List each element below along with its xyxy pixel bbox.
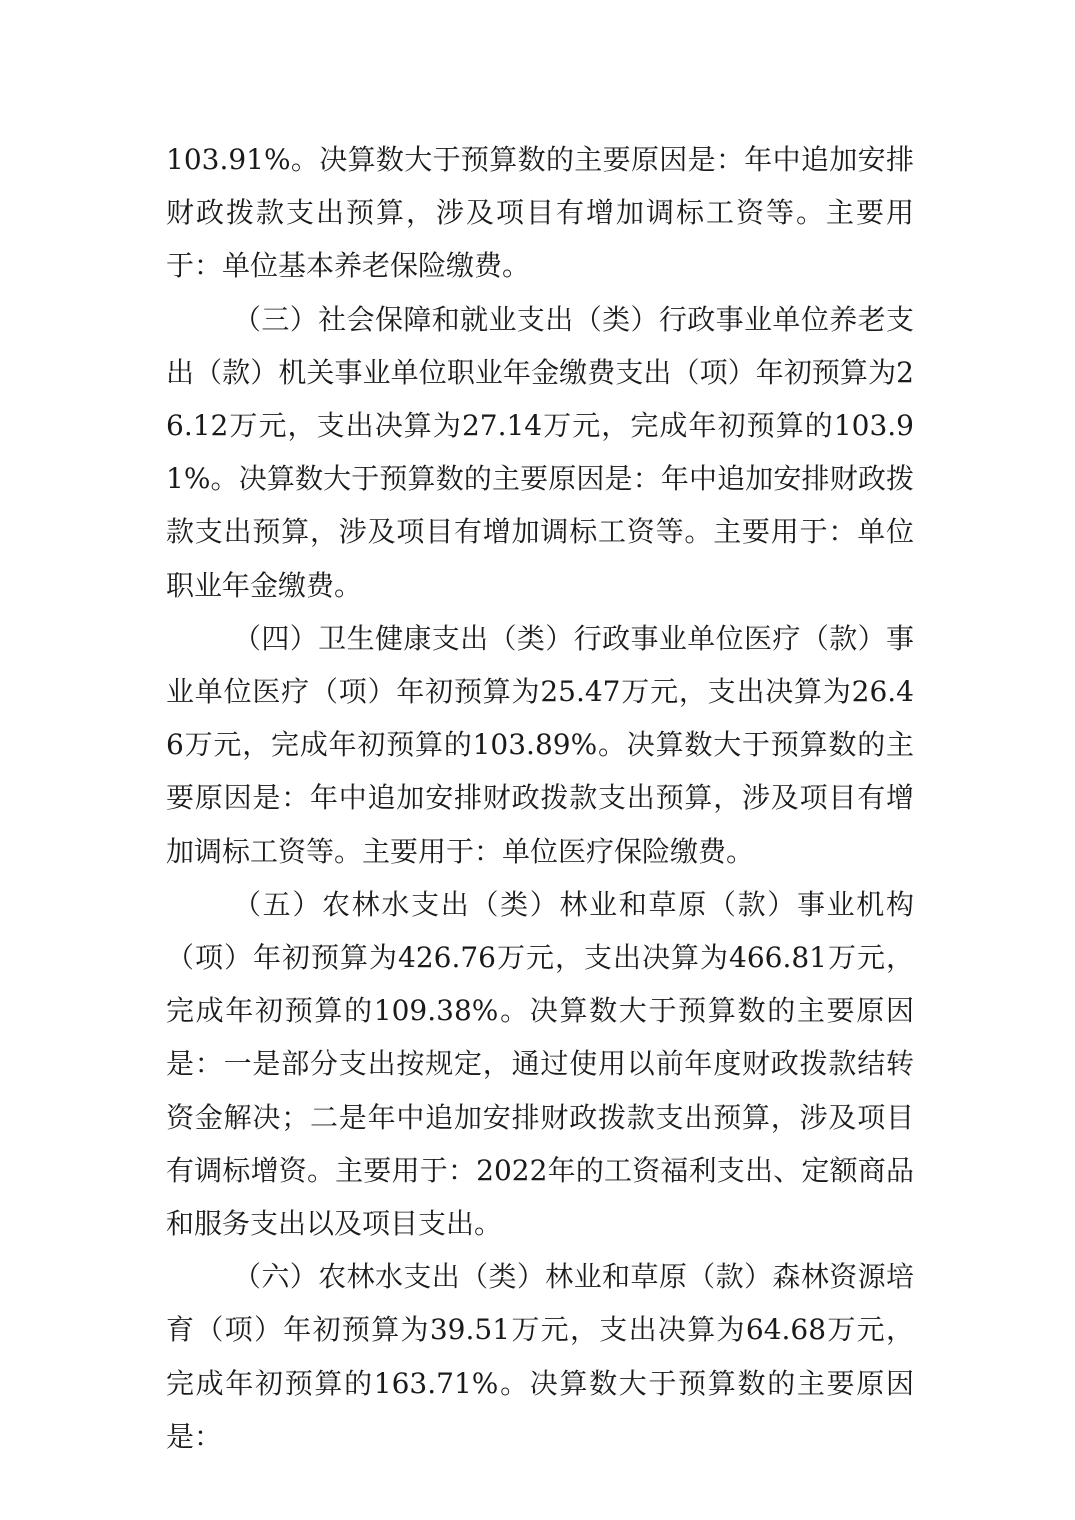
document-body xyxy=(166,133,914,1463)
paragraph-continuation: 103.91%。决算数大于预算数的主要原因是：年中追加安排财政拨款支出预算，涉及项目有增加调标工资等。主要用于：单位基本养老保险缴费。 xyxy=(166,143,914,283)
paragraph-item-3-pension-annuity: （三）社会保障和就业支出（类）行政事业单位养老支出（款）机关事业单位职业年金缴费支出（项）年初预算为26.12万元，支出决算为27.14万元，完成年初预算的103.91%。决算数大于预算数的主要原因是：年中追加安排财政拨款支出预算，涉及项目有增加调标工资等。主要用于：单位职业年金缴费。 xyxy=(166,302,914,602)
paragraph-item-5-forestry-institution: （五）农林水支出（类）林业和草原（款）事业机构（项）年初预算为426.76万元，支出决算为466.81万元，完成年初预算的109.38%。决算数大于预算数的主要原因是：一是部分支出按规定，通过使用以前年度财政拨款结转资金解决；二是年中追加安排财政拨款支出预算，涉及项目有调标增资。主要用于：2022年的工资福利支出、定额商品和服务支出以及项目支出。 xyxy=(166,887,914,1241)
paragraph-item-6-forest-resources: （六）农林水支出（类）林业和草原（款）森林资源培育（项）年初预算为39.51万元，支出决算为64.68万元，完成年初预算的163.71%。决算数大于预算数的主要原因是： xyxy=(166,1260,914,1453)
paragraph-item-4-health: （四）卫生健康支出（类）行政事业单位医疗（款）事业单位医疗（项）年初预算为25.47万元，支出决算为26.46万元，完成年初预算的103.89%。决算数大于预算数的主要原因是：年中追加安排财政拨款支出预算，涉及项目有增加调标工资等。主要用于：单位医疗保险缴费。 xyxy=(166,621,914,868)
